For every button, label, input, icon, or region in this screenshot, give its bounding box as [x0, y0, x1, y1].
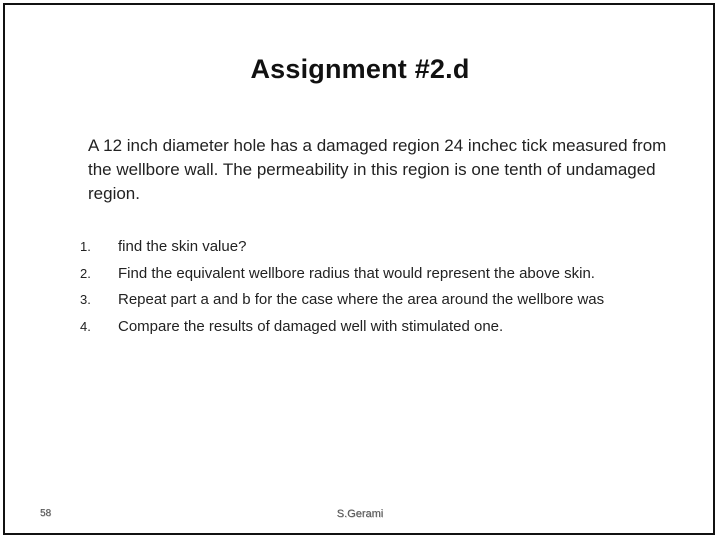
list-item-number: 3. [80, 292, 91, 307]
slide-title: Assignment #2.d [250, 54, 470, 84]
list-item [80, 236, 680, 263]
list-item-number: 2. [80, 265, 91, 281]
footer-author: S.Gerami [336, 508, 384, 520]
list-item [80, 263, 680, 290]
list-item [80, 289, 680, 316]
list-item [80, 316, 680, 343]
list-item-text: Find the equivalent wellbore radius that would represent the above skin. [118, 264, 595, 282]
list-item-text: Repeat part a and b for the case where the area around the wellbore was [118, 291, 605, 308]
list-item-text: Compare the results of damaged well with stimulated one. [118, 317, 504, 335]
slide-number: 58 [40, 508, 52, 519]
list-item-number: 4. [80, 318, 91, 334]
question-list [80, 236, 680, 342]
problem-statement: A 12 inch diameter hole has a damaged region 24 inchec tick measured from the wellbore wall. The permeability in this region is one tenth of undamaged region. [88, 136, 667, 203]
list-item-text: find the skin value? [118, 238, 247, 255]
list-item-number: 1. [80, 239, 91, 254]
